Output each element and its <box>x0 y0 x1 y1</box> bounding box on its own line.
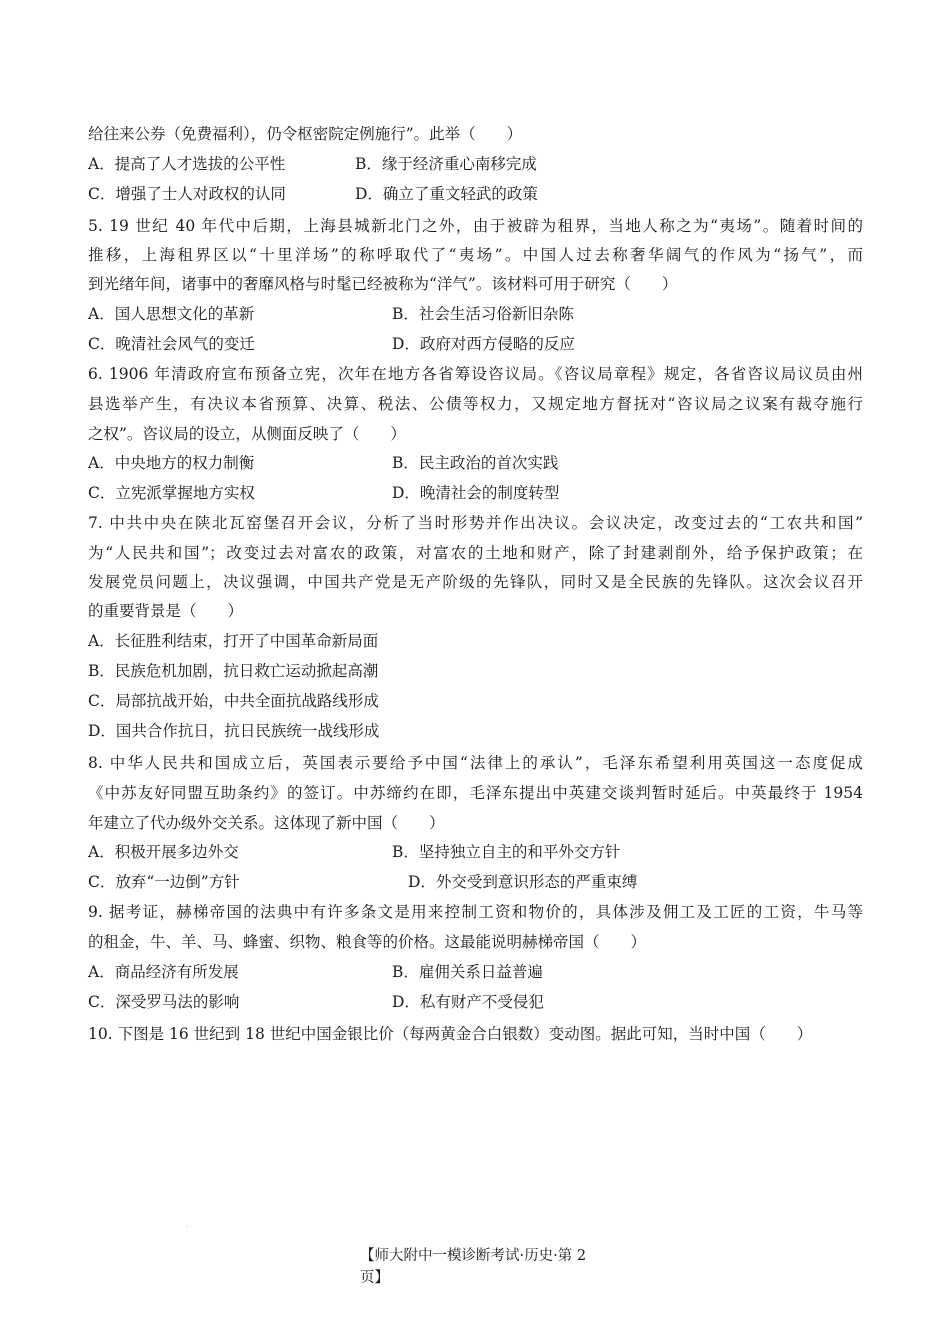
q9-option-c[interactable]: C．深受罗马法的影响 <box>88 993 240 1011</box>
q5-stem-line-2: 推移，上海租界区以“十里洋场”的称呼取代了“夷场”。中国人过去称奢华阔气的作风为“扬气”，而 <box>88 246 863 264</box>
q8-stem-line-3: 年建立了代办级外交关系。这体现了新中国（ ） <box>88 814 445 832</box>
q7-stem-line-2: 为“人民共和国”；改变过去对富农的政策，对富农的土地和财产，除了封建剥削外，给予保护政策；在 <box>88 544 863 562</box>
q6-option-a[interactable]: A．中央地方的权力制衡 <box>88 454 255 472</box>
scan-mark: . <box>186 1222 188 1229</box>
q9-option-b[interactable]: B．雇佣关系日益普遍 <box>392 963 543 981</box>
q4-stem-tail: 给往来公券（免费福利），仍令枢密院定例施行”。此举（ ） <box>88 125 523 143</box>
q4-option-d[interactable]: D．确立了重文轻武的政策 <box>355 185 538 203</box>
q6-option-b[interactable]: B．民主政治的首次实践 <box>392 454 559 472</box>
q7-option-c[interactable]: C．局部抗战开始，中共全面抗战路线形成 <box>88 692 379 710</box>
q7-stem-line-4: 的重要背景是（ ） <box>88 602 244 620</box>
q9-stem-line-1: 9. 据考证，赫梯帝国的法典中有许多条文是用来控制工资和物价的，具体涉及佣工及工匠的工资，牛马等 <box>88 903 863 921</box>
q6-option-c[interactable]: C．立宪派掌握地方实权 <box>88 484 255 502</box>
q8-option-c[interactable]: C．放弃“一边倒”方针 <box>88 873 240 891</box>
q5-stem-line-3: 到光绪年间，诸事中的奢靡风格与时髦已经被称为“洋气”。该材料可用于研究（ ） <box>88 275 678 293</box>
q4-option-c[interactable]: C．增强了士人对政权的认同 <box>88 185 286 203</box>
q9-option-a[interactable]: A．商品经济有所发展 <box>88 963 239 981</box>
q6-option-d[interactable]: D．晚清社会的制度转型 <box>392 484 560 502</box>
q6-stem-line-3: 之权”。咨议局的设立，从侧面反映了（ ） <box>88 425 406 443</box>
q7-option-d[interactable]: D．国共合作抗日，抗日民族统一战线形成 <box>88 722 380 740</box>
q6-stem-line-2: 县选举产生，有决议本省预算、决算、税法、公债等权力，又规定地方督抚对“咨议局之议案有裁夺施行 <box>88 395 863 413</box>
q5-option-b[interactable]: B．社会生活习俗新旧杂陈 <box>392 305 574 323</box>
q6-stem-line-1: 6. 1906 年清政府宣布预备立宪，次年在地方各省筹设咨议局。《咨议局章程》规定，各省咨议局议员由州 <box>88 365 863 383</box>
q8-option-d[interactable]: D．外交受到意识形态的严重束缚 <box>408 873 638 891</box>
q8-option-a[interactable]: A．积极开展多边外交 <box>88 843 239 861</box>
q5-option-c[interactable]: C．晚清社会风气的变迁 <box>88 335 255 353</box>
q9-stem-line-2: 的租金，牛、羊、马、蜂蜜、织物、粮食等的价格。这最能说明赫梯帝国（ ） <box>88 933 647 951</box>
q8-stem-line-1: 8. 中华人民共和国成立后，英国表示要给予中国“法律上的承认”，毛泽东希望利用英国这一态度促成 <box>88 754 863 772</box>
q7-stem-line-1: 7. 中共中央在陕北瓦窑堡召开会议，分析了当时形势并作出决议。会议决定，改变过去的“工农共和国” <box>88 514 863 532</box>
q5-option-a[interactable]: A．国人思想文化的革新 <box>88 305 255 323</box>
q9-option-d[interactable]: D．私有财产不受侵犯 <box>392 993 544 1011</box>
q7-option-b[interactable]: B．民族危机加剧，抗日救亡运动掀起高潮 <box>88 662 379 680</box>
q4-option-a[interactable]: A．提高了人才选拔的公平性 <box>88 155 286 173</box>
q5-stem-line-1: 5. 19 世纪 40 年代中后期，上海县城新北门之外，由于被辟为租界，当地人称之为“夷场”。随着时间的 <box>88 217 863 235</box>
q8-stem-line-2: 《中苏友好同盟互助条约》的签订。中苏缔约在即，毛泽东提出中英建交谈判暂时延后。中英最终于 1954 <box>88 784 863 802</box>
q10-stem: 10. 下图是 16 世纪到 18 世纪中国金银比价（每两黄金合白银数）变动图。据此可知，当时中国（ ） <box>88 1025 813 1043</box>
q5-option-d[interactable]: D．政府对西方侵略的反应 <box>392 335 575 353</box>
footer-line-1: 【师大附中一模诊断考试·历史·第 2 <box>360 1248 587 1264</box>
q7-option-a[interactable]: A．长征胜利结束，打开了中国革命新局面 <box>88 632 379 650</box>
footer-line-2: 页】 <box>360 1270 389 1286</box>
q7-stem-line-3: 发展党员问题上，决议强调，中国共产党是无产阶级的先锋队，同时又是全民族的先锋队。这次会议召开 <box>88 573 863 591</box>
q8-option-b[interactable]: B．坚持独立自主的和平外交方针 <box>392 843 621 861</box>
q4-option-b[interactable]: B．缘于经济重心南移完成 <box>355 155 537 173</box>
